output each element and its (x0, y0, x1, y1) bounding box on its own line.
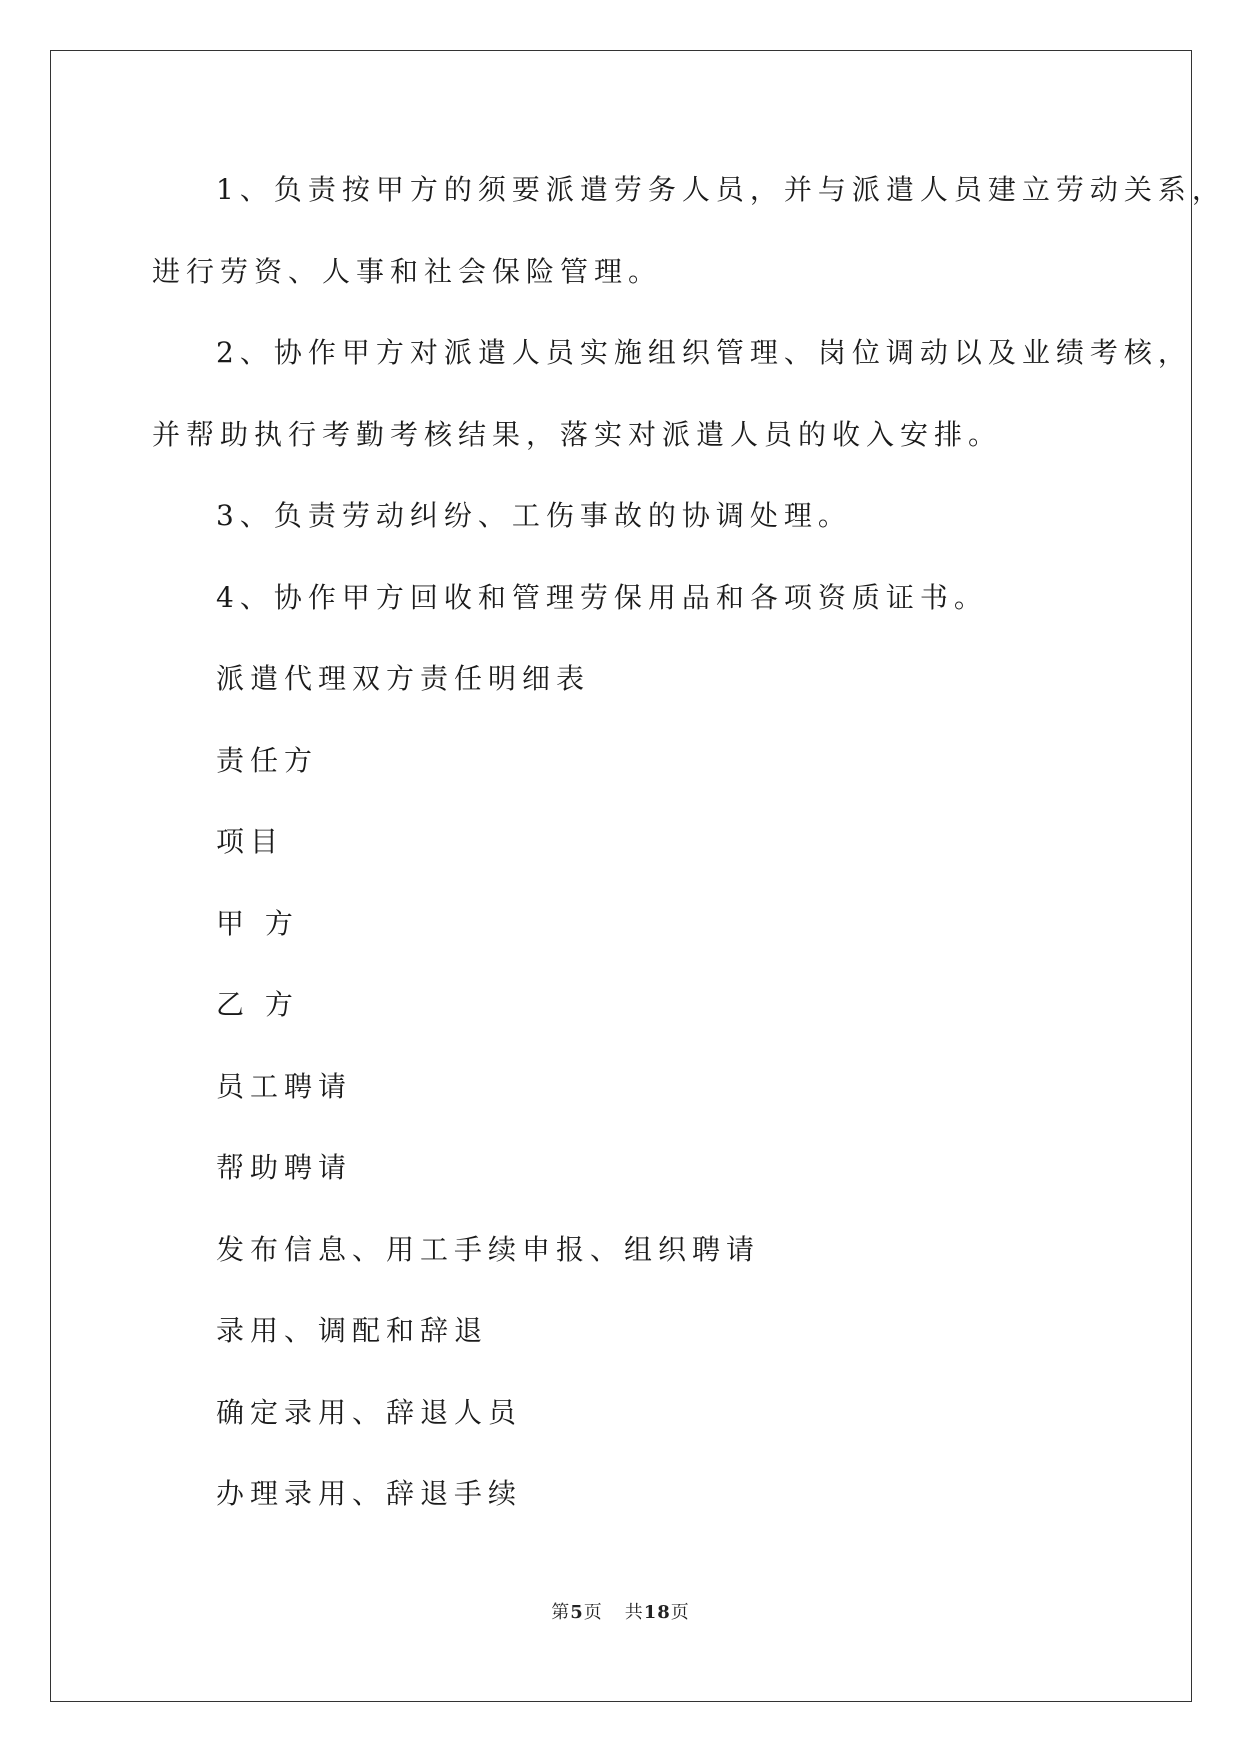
paragraph-2-line-2: 并帮助执行考勤考核结果，落实对派遣人员的收入安排。 (152, 418, 1003, 451)
table-cell: 录用、调配和辞退 (216, 1314, 489, 1347)
table-cell: 甲 方 (216, 907, 299, 940)
table-cell: 员工聘请 (216, 1070, 353, 1103)
paragraph-2-line-1: 2、协作甲方对派遣人员实施组织管理、岗位调动以及业绩考核， (216, 336, 1192, 369)
footer-prefix: 第 (551, 1602, 571, 1623)
footer-total-suffix: 页 (670, 1602, 690, 1623)
footer-page-number: 5 (570, 1602, 584, 1623)
table-title: 派遣代理双方责任明细表 (216, 662, 591, 695)
table-cell: 乙 方 (216, 988, 299, 1021)
page-footer (0, 1598, 1241, 1624)
page-border (50, 50, 1192, 1702)
paragraph-3: 3、负责劳动纠纷、工伤事故的协调处理。 (216, 499, 852, 532)
paragraph-1-line-1: 1、负责按甲方的须要派遣劳务人员，并与派遣人员建立劳动关系， (216, 173, 1226, 206)
footer-total-pages: 18 (643, 1602, 671, 1623)
footer-total-prefix: 共 (624, 1602, 644, 1623)
paragraph-1-line-2: 进行劳资、人事和社会保险管理。 (152, 255, 663, 288)
table-cell: 确定录用、辞退人员 (216, 1396, 523, 1429)
table-cell: 帮助聘请 (216, 1151, 353, 1184)
table-cell: 责任方 (216, 744, 319, 777)
table-cell: 办理录用、辞退手续 (216, 1477, 523, 1510)
table-cell: 发布信息、用工手续申报、组织聘请 (216, 1233, 761, 1266)
paragraph-4: 4、协作甲方回收和管理劳保用品和各项资质证书。 (216, 581, 988, 614)
table-cell: 项目 (216, 825, 285, 858)
footer-page-suffix: 页 (583, 1602, 603, 1623)
